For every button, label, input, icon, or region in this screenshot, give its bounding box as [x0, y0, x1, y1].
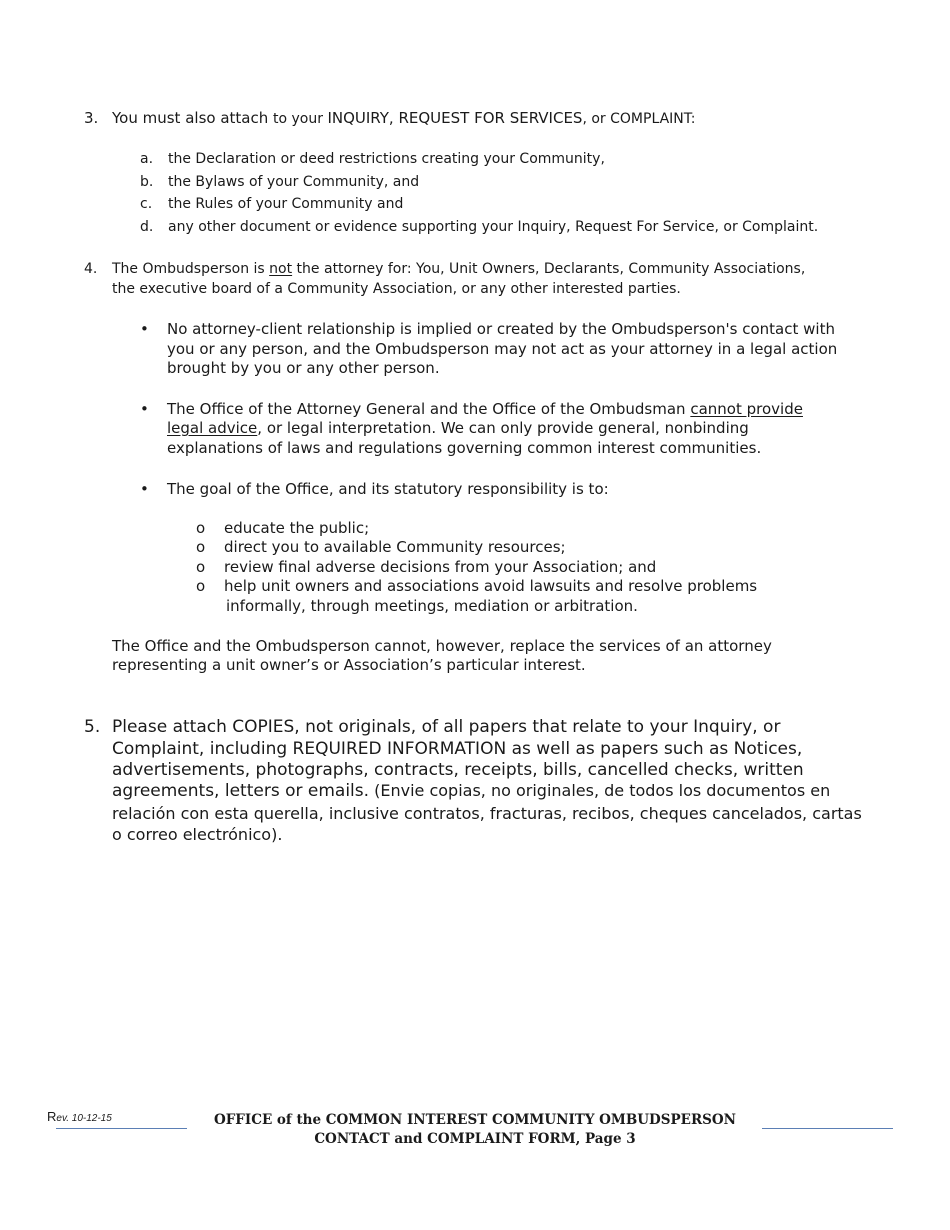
bullet-2-line-2-b: , or legal interpretation. We can only provide general, nonbinding [257, 419, 749, 437]
bullet-dot: • [140, 480, 149, 498]
circle-bullet-icon: o [196, 538, 206, 556]
spanish-line: o correo electrónico). [112, 825, 283, 844]
subitem-text: the Declaration or deed restrictions creating your Community, [168, 151, 605, 167]
bullet-1-line: No attorney-client relationship is implied or created by the Ombudsperson's contact with [167, 320, 835, 338]
subitem-text: any other document or evidence supporting your Inquiry, Request For Service, or Complaint. [168, 219, 819, 235]
item-5-line: advertisements, photographs, contracts, receipts, bills, cancelled checks, written [112, 760, 804, 780]
bullet-1-line: you or any person, and the Ombudsperson may not act as your attorney in a legal action [167, 340, 838, 358]
revision-date [47, 1109, 112, 1124]
item-4-closing: The Office and the Ombudsperson cannot, however, replace the services of an attorney [112, 637, 772, 655]
bullet-dot: • [140, 320, 149, 338]
item-5-line: Complaint, including REQUIRED INFORMATION as well as papers such as Notices, [112, 739, 803, 759]
bullet-2-line-3: explanations of laws and regulations governing common interest communities. [167, 439, 762, 457]
goal-item: direct you to available Community resources; [224, 538, 566, 556]
goal-item: review final adverse decisions from your Association; and [224, 558, 657, 576]
legal-advice-text: legal advice [167, 419, 258, 437]
item-5-number: 5. [84, 717, 101, 737]
item-3-lead-b: to your [273, 111, 328, 127]
circle-bullet-icon: o [196, 558, 206, 576]
item-4-line-1-a: The Ombudsperson is [112, 261, 270, 277]
item-4-number: 4. [84, 261, 98, 277]
subitem-letter: b. [140, 174, 154, 190]
subitem-letter: a. [140, 151, 154, 167]
item-4-line-1-b: the attorney for: You, Unit Owners, Declarants, Community Associations, [292, 261, 806, 277]
subitem-letter: d. [140, 219, 154, 235]
bullet-2-line-2 [167, 419, 749, 437]
item-3-number: 3. [84, 109, 99, 127]
subitem-text: the Bylaws of your Community, and [168, 174, 420, 190]
goal-item: help unit owners and associations avoid lawsuits and resolve problems [224, 577, 758, 595]
item-5-line-4-a: agreements, letters or emails. [112, 781, 370, 801]
item-4-line-2: the executive board of a Community Association, or any other interested parties. [112, 281, 681, 297]
footer-title-2: CONTACT and COMPLAINT FORM, Page 3 [314, 1131, 636, 1147]
circle-bullet-icon: o [196, 577, 206, 595]
item-4-closing: representing a unit owner’s or Association’s particular interest. [112, 656, 586, 674]
revision-rest: ev. 10-12-15 [56, 1113, 112, 1124]
item-3-lead-c: INQUIRY, REQUEST FOR SERVICES [327, 109, 583, 127]
goal-item: educate the public; [224, 519, 370, 537]
subitem-letter: c. [140, 196, 153, 212]
item-4-not: not [269, 261, 293, 277]
bullet-dot: • [140, 400, 149, 418]
item-5-line-4 [112, 781, 830, 801]
item-4-line-1 [112, 261, 805, 277]
bullet-1-line: brought by you or any other person. [167, 359, 440, 377]
footer-title-1: OFFICE of the COMMON INTEREST COMMUNITY OMBUDSPERSON [213, 1112, 737, 1128]
item-3-lead [112, 109, 695, 127]
subitem-text: the Rules of your Community and [168, 196, 404, 212]
item-3-lead-d: , or COMPLAINT: [582, 111, 696, 127]
spanish-line: relación con esta querella, inclusive contratos, fracturas, recibos, cheques cancelados, cartas [112, 804, 862, 823]
bullet-2-line-1 [167, 400, 803, 418]
bullet-2-line-1-a: The Office of the Attorney General and the Office of the Ombudsman [167, 400, 691, 418]
cannot-provide-text: cannot provide [690, 400, 803, 418]
item-3-lead-a: You must also attach [112, 109, 273, 127]
bullet-3-text: The goal of the Office, and its statutory responsibility is to: [167, 480, 609, 498]
revision-r: R [47, 1109, 57, 1124]
goal-item-continuation: informally, through meetings, mediation or arbitration. [226, 597, 638, 615]
footer-rule-left [56, 1128, 187, 1129]
circle-bullet-icon: o [196, 519, 206, 537]
item-5-line: Please attach COPIES, not originals, of all papers that relate to your Inquiry, or [112, 717, 781, 737]
footer-rule-right [762, 1128, 893, 1129]
spanish-intro: (Envie copias, no originales, de todos los documentos en [369, 781, 831, 800]
